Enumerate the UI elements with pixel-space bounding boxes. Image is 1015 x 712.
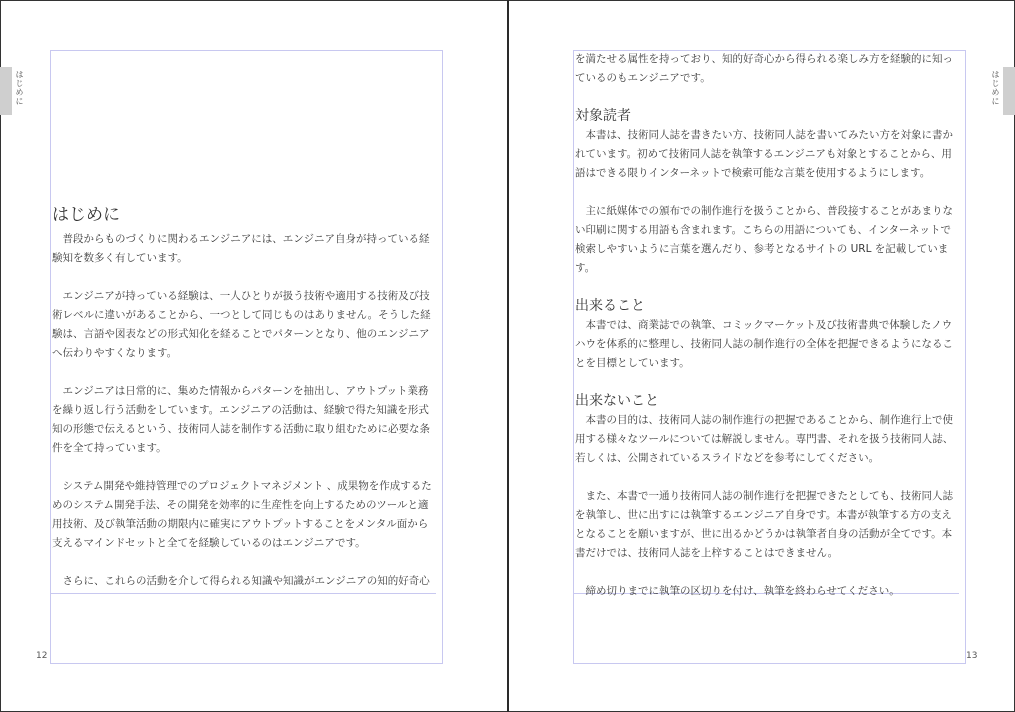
- left-page-content: [52, 204, 438, 591]
- side-index-tab-label: はじめに: [991, 70, 1000, 106]
- paragraph: 本書では、商業誌での執筆、コミックマーケット及び技術書典で体験したノウハウを体系的に整理し、技術同人誌の制作進行の全体を把握できるようになることを目標としています。: [575, 319, 953, 369]
- page-number: 13: [966, 651, 978, 661]
- paragraph: 主に紙媒体での頒布での制作進行を扱うことから、普段接することがあまりない印刷に関する用語も含まれます。こちらの用語についても、インターネットで検索しやすいように言葉を選んだり、参考となるサイトの URL を記載しています。: [575, 205, 953, 274]
- paragraph: 締め切りまでに執筆の区切りを付け、執筆を終わらせてください。: [585, 585, 900, 597]
- section-heading: 出来ること: [575, 298, 645, 314]
- bottom-margin-guide: [51, 593, 436, 594]
- chapter-heading: はじめに: [52, 205, 120, 225]
- paragraph: システム開発や維持管理でのプロジェクトマネジメント 、成果物を作成するためのシステム開発手法、その開発を効率的に生産性を向上するためのツールと適用技術、及び執筆活動の期限内に確実にアウトプットすることをメンタル面から支えるマインドセットと全てを経験しているのはエンジニアです。: [52, 480, 432, 549]
- side-index-tab: [1003, 67, 1015, 115]
- right-page: [509, 0, 1015, 712]
- paragraph: エンジニアは日常的に、集めた情報からパターンを抽出し、アウトプット業務を繰り返し行う活動をしています。エンジニアの活動は、経験で得た知識を形式知の形態で伝えるという、技術同人誌を制作する活動に取り組むために必要な条件を全て持っています。: [52, 385, 430, 454]
- right-page-content: [575, 50, 961, 601]
- page-number: 12: [36, 651, 48, 661]
- section-heading: 対象読者: [575, 108, 631, 124]
- paragraph: 本書は、技術同人誌を書きたい方、技術同人誌を書いてみたい方を対象に書かれています。初めて技術同人誌を執筆するエンジニアも対象とすることから、用語はできる限りインターネットで検索可能な言葉を使用するようにします。: [575, 129, 953, 179]
- side-index-tab: [0, 67, 12, 115]
- section-heading: 出来ないこと: [575, 393, 659, 409]
- paragraph: 普段からものづくりに関わるエンジニアには、エンジニア自身が持っている経験知を数多く有しています。: [52, 233, 430, 264]
- left-page: [0, 0, 506, 712]
- paragraph: を満たせる属性を持っており、知的好奇心から得られる楽しみ方を経験的に知っているのもエンジニアです。: [575, 53, 953, 84]
- paragraph: また、本書で一通り技術同人誌の制作進行を把握できたとしても、技術同人誌を執筆し、世に出すには執筆するエンジニア自身です。本書が執筆する方の支えとなることを願いますが、世に出るかどうかは執筆者自身の活動が全てです。本書だけでは、技術同人誌を上梓することはできません。: [575, 490, 953, 559]
- paragraph: エンジニアが持っている経験は、一人ひとりが扱う技術や適用する技術及び技術レベルに違いがあることから、一つとして同じものはありません。そうした経験は、言語や図表などの形式知化を経ることでパターンとなり、他のエンジニアへ伝わりやすくなります。: [52, 290, 431, 359]
- paragraph: さらに、これらの活動を介して得られる知識や知識がエンジニアの知的好奇心: [62, 575, 430, 587]
- paragraph: 本書の目的は、技術同人誌の制作進行の把握であることから、制作進行上で使用する様々なツールについては解説しません。専門書、それを扱う技術同人誌、若しくは、公開されているスライドなどを参考にしてください。: [575, 414, 954, 464]
- side-index-tab-label: はじめに: [15, 70, 24, 106]
